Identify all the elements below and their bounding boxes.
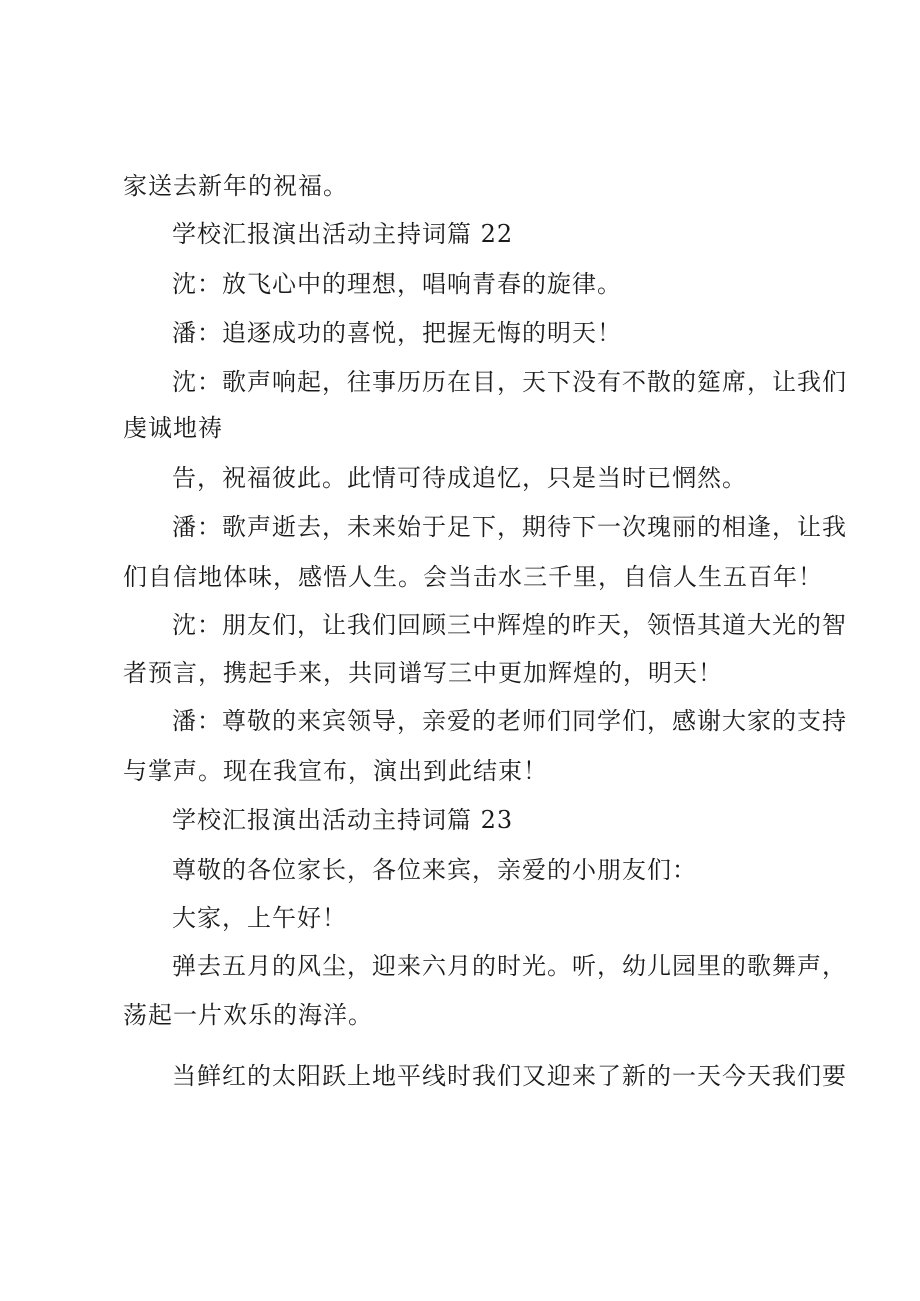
text-line: 尊敬的各位家长，各位来宾，亲爱的小朋友们： [172, 856, 697, 884]
text-line: 与掌声。现在我宣布，演出到此结束！ [123, 757, 548, 785]
text-line: 潘：追逐成功的喜悦，把握无悔的明天！ [172, 319, 622, 347]
text-line: 潘：歌声逝去，未来始于足下，期待下一次瑰丽的相逢，让我 [172, 513, 847, 541]
section-heading: 学校汇报演出活动主持词篇 22 [172, 220, 514, 248]
text-line: 大家，上午好！ [172, 904, 347, 932]
section-heading: 学校汇报演出活动主持词篇 23 [172, 806, 514, 834]
text-line: 家送去新年的祝福。 [123, 172, 348, 200]
text-line: 当鲜红的太阳跃上地平线时我们又迎来了新的一天今天我们要 [172, 1062, 847, 1090]
text-line: 弹去五月的风尘，迎来六月的时光。听，幼儿园里的歌舞声， [172, 952, 847, 980]
text-line: 潘：尊敬的来宾领导，亲爱的老师们同学们，感谢大家的支持 [172, 707, 847, 735]
text-line: 荡起一片欢乐的海洋。 [123, 1001, 373, 1029]
text-line: 们自信地体味，感悟人生。会当击水三千里，自信人生五百年！ [123, 563, 823, 591]
text-line: 沈：歌声响起，往事历历在目，天下没有不散的筵席，让我们 [172, 368, 847, 396]
text-line: 告，祝福彼此。此情可待成追忆，只是当时已惘然。 [172, 464, 747, 492]
text-line: 沈：朋友们，让我们回顾三中辉煌的昨天，领悟其道大光的智 [172, 611, 847, 639]
text-line: 虔诚地祷 [123, 414, 223, 442]
text-line: 沈：放飞心中的理想，唱响青春的旋律。 [172, 270, 622, 298]
text-line: 者预言，携起手来，共同谱写三中更加辉煌的，明天！ [123, 659, 723, 687]
